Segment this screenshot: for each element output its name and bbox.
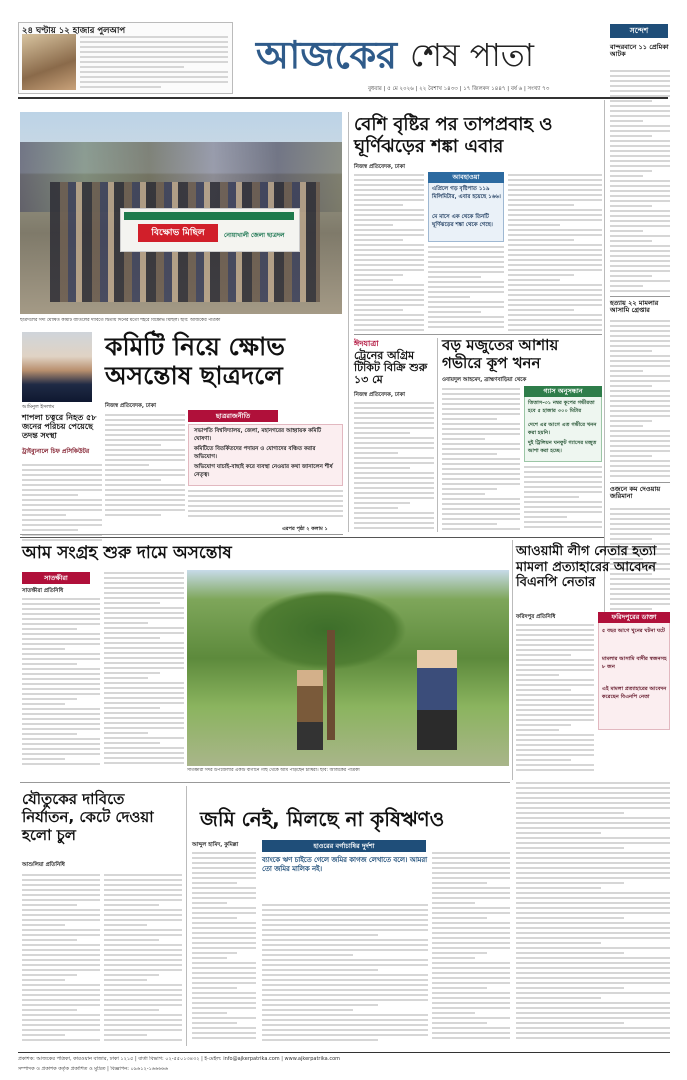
gas-headline[interactable]: বড় মজুতের আশায় গভীরে কূপ খনন — [442, 336, 559, 372]
train-headline[interactable]: ট্রেনের অগ্রিম টিকিট বিক্রি শুরু ১৩ মে — [354, 349, 428, 387]
lead-photo — [20, 112, 342, 314]
gas-box-item2: দেশে এর আগে এত গভীরে খনন করা হয়নি। — [528, 422, 597, 436]
lead-tag: ছাত্ররাজনীতি — [188, 410, 278, 422]
train-byline: নিজস্ব প্রতিবেদক, ঢাকা — [354, 392, 406, 398]
weather-box-item2: মে মাসে এক থেকে তিনটি ঘূর্ণিঝড়ের শঙ্কা থেকে গেছে। — [432, 214, 493, 228]
land-kicker: হাওরের বর্গাচাষির দুর্দশা — [262, 840, 426, 852]
lead-bullet-3: অভিযোগ যাচাই-বাছাই করে ব্যবস্থা নেওয়ার কথা জানালেন শীর্ষ নেতৃত্ব। — [194, 464, 333, 478]
masthead-dateline: বুধবার | ৫ মে ২০২৬ | ২২ বৈশাখ ১৪৩৩ | ১৭ জিলকদ ১৪৪৭ | বর্ষ ৬ | সংখ্যা ৭৩ — [368, 86, 550, 92]
mango-byline: সাতক্ষীরা প্রতিনিধি — [22, 588, 64, 594]
awami-headline[interactable]: আওয়ামী লীগ নেতার হত্যা মামলা প্রত্যাহারের আবেদন বিএনপি নেতার — [516, 544, 657, 591]
dowry-byline: আশুলিয়া প্রতিনিধি — [22, 862, 65, 868]
mango-place: সাতক্ষীরা — [22, 572, 90, 584]
promo-title: ২৪ ঘণ্টায় ১২ হাজার পুলআপ — [22, 26, 126, 36]
weather-box-item1: এপ্রিলে গড় বৃষ্টিপাত ১১৯ মিলিমিটার, এবার হয়েছে ১৬৬। — [432, 186, 501, 200]
footer-line2: সম্পাদক ও প্রকাশক কর্তৃক প্রকাশিত ও মুদ্রিত | বিজ্ঞাপন: ০৯৬১২-১৬৬৬৬৬ — [18, 1066, 169, 1072]
lead-photo-caption: ছাত্রদলের সদ্য ঘোষিত কমিটি বাতিলের দাবিতে দ্বিতীয় দিনের মতো শহরে বিক্ষোভ মিছিল। ছবি: আজকের পত্রিকা — [20, 318, 221, 323]
lead-headline[interactable]: কমিটি নিয়ে ক্ষোভ অসন্তোষ ছাত্রদলে — [105, 332, 285, 390]
train-kicker: ঈদযাত্রা — [354, 339, 379, 348]
weather-box-title: আবহাওয়া — [428, 172, 504, 183]
sidebar-item1-title[interactable]: বান্দরবানে ১১ প্রেমিকা আটক — [610, 43, 669, 59]
gas-box-item3: দুই ট্রিলিয়ন ঘনফুট গ্যাসের মজুত আশা করা হচ্ছে। — [528, 440, 597, 454]
lead-continued[interactable]: এরপর পৃষ্ঠা ২ কলাম ১ — [282, 526, 328, 532]
land-quote: ব্যাংকে ঋণ চাইতে গেলে জমির কাগজ লেখাতে বলে। আমরা তো জমির মালিক নই। — [262, 856, 428, 873]
land-headline[interactable]: জমি নেই, মিলছে না কৃষিঋণও — [200, 807, 445, 831]
sidebar-label: সন্দেশ — [610, 24, 668, 38]
awami-byline: ফরিদপুর প্রতিনিধি — [516, 614, 556, 620]
awami-box-item1: ৫ বছর আগে খুনের ঘটনা ঘটে — [602, 628, 666, 634]
masthead-title-right: শেষ পাতা — [410, 36, 535, 74]
gas-byline: ওবায়দুল আহমেদ, ব্রাহ্মণবাড়িয়া থেকে — [442, 377, 527, 383]
sidebar-item3-title[interactable]: ওজনে কম দেওয়ায় জরিমানা — [610, 485, 661, 501]
land-left-byline: আব্দুল হামিদ, কুমিল্লা — [192, 842, 239, 848]
awami-box-title: ফরিদপুরের ডাক্তা — [598, 612, 670, 623]
footer-line1: প্রকাশক: আজকের পত্রিকা, কারওয়ান বাজার, ঢাকা ১২১৫ | বার্তা বিভাগ: ০২-৫৫০১৩৪৩২ | ই-মেইল: info@ajkerpatrika.com | www.ajkerpatrika.com — [18, 1056, 341, 1062]
gas-box-title: গ্যাস অনুসন্ধান — [524, 386, 602, 397]
mango-photo — [187, 570, 509, 766]
promo-photo — [22, 34, 76, 90]
inset-portrait — [22, 332, 92, 402]
sidebar-item2-title[interactable]: হত্যায় ২২ মামলার আসামি গ্রেপ্তার — [610, 299, 659, 315]
weather-byline: নিজস্ব প্রতিবেদক, ঢাকা — [354, 164, 406, 170]
gas-box-item1: তিতাস-৩১ নম্বর কূপের গভীরতা হবে ৫ হাজার ৩০০ মিটার — [528, 400, 595, 414]
lead-bullet-1: সভাপতি বিশ্ববিদ্যালয়, জেলা, মহানগরের আহ্বায়ক কমিটি ঘোষণা। — [194, 428, 322, 442]
awami-box-item3: এই মামলা প্রত্যাহারের আবেদন করেছেন বিএনপি নেতা — [602, 686, 667, 700]
banner-text: বিক্ষোভ মিছিল — [138, 224, 218, 242]
lead-byline: নিজস্ব প্রতিবেদক, ঢাকা — [105, 403, 157, 409]
lead-bullet-2: কমিটিতে বিতর্কিতদের পদায়ন ও যোগ্যদের বঞ্চিত করার অভিযোগ। — [194, 446, 316, 460]
dowry-headline[interactable]: যৌতুকের দাবিতে নির্যাতন, কেটে দেওয়া হলো চুল — [22, 790, 154, 844]
inset-sub: ট্রাইব্যুনালে চিফ প্রসিকিউটর — [22, 448, 90, 455]
mango-photo-caption: সাতক্ষীরা সদর উপজেলার একটি বাগানে গাছ থেকে আম পাড়ছেন চাষিরা। ছবি: আজকের পত্রিকা — [187, 768, 360, 773]
mango-headline[interactable]: আম সংগ্রহ শুরু দামে অসন্তোষ — [22, 543, 232, 563]
banner-sub: নোয়াখালী জেলা ছাত্রদল — [224, 232, 285, 239]
weather-headline[interactable]: বেশি বৃষ্টির পর তাপপ্রবাহ ও ঘূর্ণিঝড়ের শঙ্কা এবার — [354, 114, 553, 157]
awami-box-item2: মামলার আসামি বাদীর স্বজনসহ ৮ জন — [602, 656, 667, 670]
masthead-title-left: আজকের — [256, 32, 398, 77]
inset-headline[interactable]: শাপলা চত্বরে নিহত ৫৮ জনের পরিচয় পেয়েছে তদন্ত সংস্থা — [22, 413, 97, 440]
inset-name: আমিনুল ইসলাম — [22, 404, 55, 410]
